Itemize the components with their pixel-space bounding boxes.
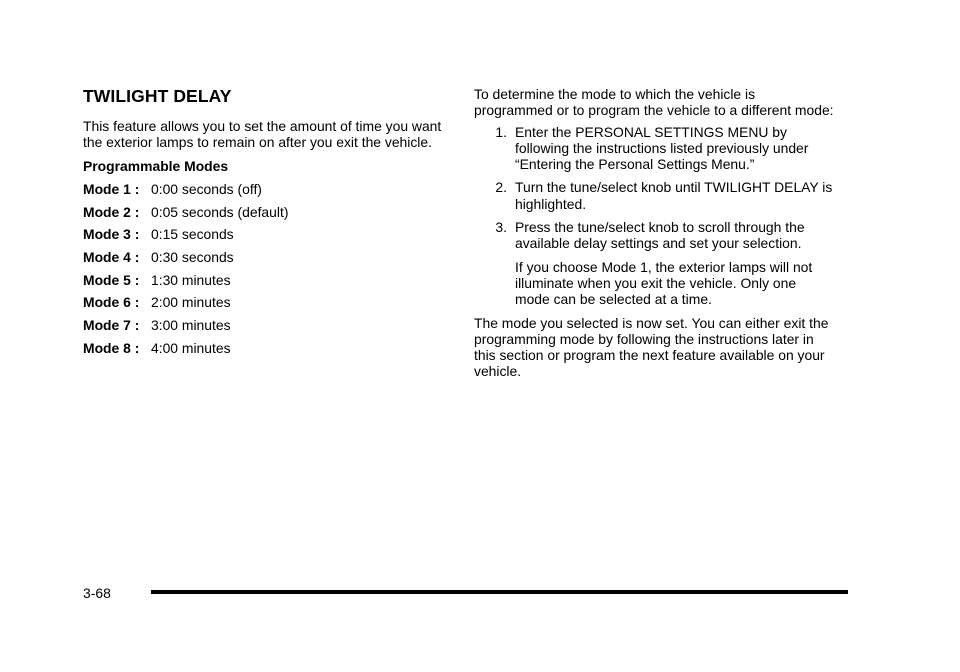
left-column bbox=[83, 86, 443, 362]
mode-value: 0:30 seconds bbox=[151, 248, 234, 265]
mode-row bbox=[83, 226, 443, 242]
step-text: Press the tune/select knob to scroll through the available delay settings and set your selection. bbox=[515, 219, 805, 252]
step-text: Enter the PERSONAL SETTINGS MENU by following the instructions listed previously under “Entering the Personal Settings Menu.” bbox=[515, 123, 809, 173]
step-body bbox=[507, 179, 834, 212]
step-note: If you choose Mode 1, the exterior lamps will not illuminate when you exit the vehicle. Only one mode can be selected at a time. bbox=[515, 258, 813, 308]
mode-value: 0:05 seconds (default) bbox=[151, 203, 289, 220]
mode-label: Mode 1 : bbox=[83, 180, 140, 197]
step-item bbox=[474, 124, 834, 173]
closing-paragraph: The mode you selected is now set. You can either exit the programming mode by following the instructions later in this section or program the next feature available on your vehicle. bbox=[474, 314, 829, 380]
mode-value: 2:00 minutes bbox=[151, 294, 231, 311]
step-number: 2. bbox=[495, 179, 507, 196]
page-number: 3-68 bbox=[83, 585, 111, 601]
mode-row bbox=[83, 204, 443, 220]
step-number: 3. bbox=[495, 219, 507, 236]
mode-value: 1:30 minutes bbox=[151, 271, 231, 288]
step-number: 1. bbox=[495, 123, 507, 140]
step-item bbox=[474, 179, 834, 212]
mode-row bbox=[83, 249, 443, 265]
mode-label: Mode 6 : bbox=[83, 294, 140, 311]
mode-row bbox=[83, 317, 443, 333]
right-column bbox=[474, 86, 834, 380]
section-title: TWILIGHT DELAY bbox=[83, 86, 232, 106]
mode-value: 0:15 seconds bbox=[151, 226, 234, 243]
mode-row bbox=[83, 340, 443, 356]
intro-paragraph: This feature allows you to set the amount of time you want the exterior lamps to remain on after you exit the vehicle. bbox=[83, 118, 442, 151]
mode-value: 0:00 seconds (off) bbox=[151, 180, 262, 197]
step-body bbox=[507, 124, 834, 173]
mode-row bbox=[83, 272, 443, 288]
mode-label: Mode 2 : bbox=[83, 203, 140, 220]
mode-label: Mode 5 : bbox=[83, 271, 140, 288]
step-text: Turn the tune/select knob until TWILIGHT DELAY is highlighted. bbox=[515, 179, 833, 212]
mode-label: Mode 4 : bbox=[83, 248, 140, 265]
mode-row bbox=[83, 294, 443, 310]
modes-list bbox=[83, 181, 443, 356]
procedure-intro: To determine the mode to which the vehicle is programmed or to program the vehicle to a different mode: bbox=[474, 86, 834, 119]
steps-list bbox=[474, 124, 834, 308]
mode-value: 4:00 minutes bbox=[151, 339, 231, 356]
footer-rule bbox=[151, 590, 848, 594]
mode-label: Mode 8 : bbox=[83, 339, 140, 356]
mode-label: Mode 7 : bbox=[83, 317, 140, 334]
mode-label: Mode 3 : bbox=[83, 226, 140, 243]
step-item bbox=[474, 219, 834, 307]
mode-row bbox=[83, 181, 443, 197]
step-body bbox=[507, 219, 834, 307]
mode-value: 3:00 minutes bbox=[151, 317, 231, 334]
modes-heading: Programmable Modes bbox=[83, 157, 229, 174]
